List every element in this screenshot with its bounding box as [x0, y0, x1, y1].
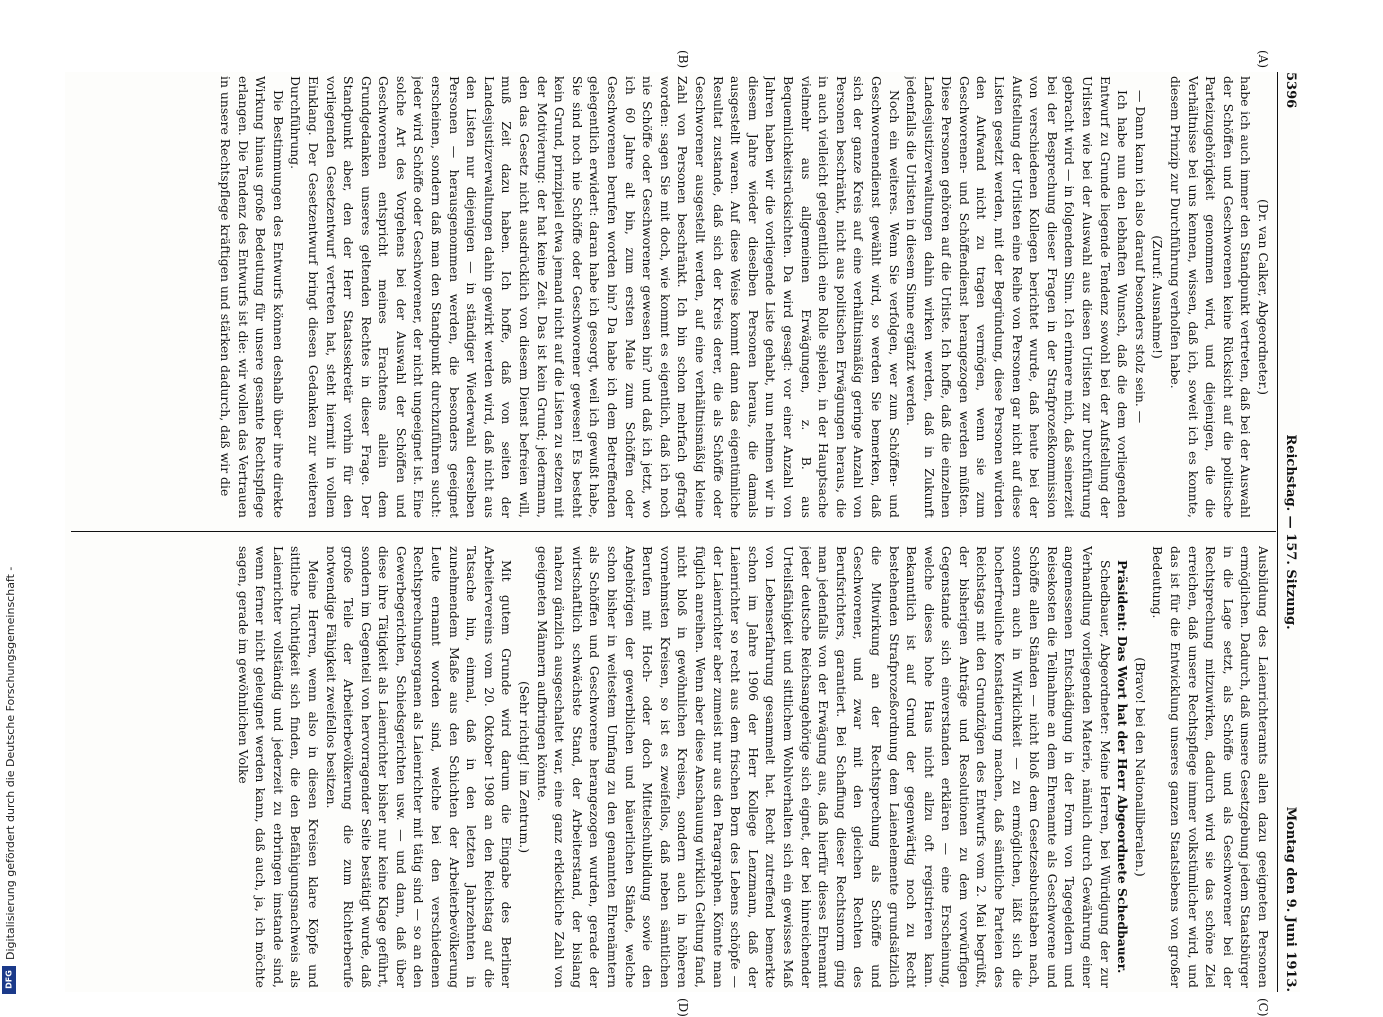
rotated-newspaper-page [65, 50, 1300, 1017]
margin-letter-b: (B) [676, 50, 690, 69]
session-date: Montag den 9. Juni 1913. [1283, 806, 1298, 992]
paragraph: Die Bestimmungen des Entwurfs können deshalb über ihre direkte Wirkung hinaus große Bedeutung für unsere gesamte Rechtspflege erlangen. Die Tendenz des Entwurfs ist die: wir wollen das Vertrauen in unsere Rechtspflege kräftigen und stärken dadurch, daß wir die [217, 76, 286, 518]
interjection: (Sehr richtig! im Zentrum.) [517, 680, 533, 854]
margin-letter-d: (D) [676, 998, 690, 1017]
paragraph: Ich habe nun den lebhaften Wunsch, daß die dem vorliegenden Entwurf zu Grunde liegende Tendenz sowohl bei der Aufstellung der Urlisten wie bei der Auswahl aus diesen Urlisten zur Durchführung gebracht wird — in folgendem Sinn. Ich erinnere mich, daß seinerzeit bei der Besprechung dieser Fragen in der Strafprozeßkommission von verschiedenen Kollegen berichtet wurde, daß heute bei der Aufstellung der Urlisten eine Reihe von Personen gar nicht auf diese Listen gesetzt werden, mit der Begründung, diese Personen würden den Aufwand nicht zu tragen vermögen, wenn sie zum Geschworenen- und Schöffendienst herangezogen werden müßten. Diese Personen gehören auf die Urliste. Ich hoffe, daß die einzelnen Landesjustizverwaltungen dahin wirken werden, daß in Zukunft jedenfalls die Urlisten in diesem Sinne ergänzt werden. [904, 76, 1131, 518]
margin-letter-c: (C) [1256, 998, 1270, 1017]
running-head [1278, 72, 1300, 992]
header-rule [1277, 72, 1278, 992]
president-line: Präsident: Das Wort hat der Herr Abgeordnete Schedbauer. [1115, 560, 1131, 974]
digitization-credit: Digitalisierung gefördert durch die Deutsche Forschungsgemeinschaft - [4, 566, 17, 960]
left-column [72, 76, 1272, 518]
margin-letter-a: (A) [1256, 50, 1270, 69]
dfg-logo-text: DFG [4, 970, 14, 989]
paragraph: Noch ein weiteres. Wenn Sie verfolgen, wer zum Schöffen- und Geschworenendienst gewählt wird, so werden Sie bemerken, daß sich der ganze Kreis auf eine verhältnismäßig geringe Anzahl von Personen beschränkt, nicht aus politischen Erwägungen heraus, die in auch vielleicht gelegentlich eine Rolle spielen, in der Hauptsache vielmehr aus allgemeinen Erwägungen, z. B. aus Bequemlichkeitsrücksichten. Da wird gesagt: vor einer Anzahl von Jahren haben wir die vorliegende Liste gehabt, nun nehmen wir in diesem Jahre wieder dieselben Personen heraus, die damals ausgestellt waren. Auf diese Weise kommt dann das eigentümliche Resultat zustande, daß sich der Kreis derer, die als Schöffe oder Geschworener ausgestellt werden, auf eine verhältnismäßig kleine Zahl von Personen beschränkt. Ich bin schon mehrfach gefragt worden: sagen Sie mit doch, wie kommt es eigentlich, daß ich noch nie Schöffe oder Geschworener gewesen bin? und daß ich jetzt, wo ich 60 Jahre alt bin, zum ersten Male zum Schöffen oder Geschworenen berufen worden bin? Da habe ich dem Betreffenden gelegentlich erwidert: daran habe ich gesorgt, weil ich gewußt habe, Sie sind noch nie Schöffe oder Geschworener gewesen! Es besteht kein Grund, prinzipiell etwa jemand nicht auf die Listen zu setzen mit der Motivierung: der hat keine Zeit. Das ist kein Grund; jedermann, den das Gesetz nicht ausdrücklich von diesem Dienst befreien will, muß Zeit dazu haben. Ich hoffe, daß von seiten der Landesjustizverwaltungen dahin gewirkt werden wird, daß nicht aus den Listen nur diejenigen — in ständiger Wiederwahl derselben Personen — herausgenommen werden, die besonders geeignet erscheinen, sondern daß man den Standpunkt durchzuführen sucht: jeder wird Schöffe oder Geschworener, der nicht ungeeignet ist. Eine solche Art des Vorgehens bei der Auswahl der Schöffen und Geschworenen entspricht meines Erachtens allein dem Grundgedanken unseres geltenden Rechtes in dieser Frage. Der Standpunkt aber, den der Herr Staatssekretär vorhin für den vorliegenden Gesetzentwurf vertreten hat, steht hiermit in vollem Einklang. Der Gesetzentwurf bringt diesen Gedanken zur weiteren Durchführung. [288, 76, 902, 518]
paragraph: Meine Herren, wenn also in diesen Kreisen klare Köpfe und sittliche Tüchtigkeit sich finden, die den Befähigungsnachweis als Laienrichter vollständig und jederzeit zu erbringen imstande sind, wenn ferner nicht geleugnet werden kann, daß auch, ja, ich möchte sagen, gerade im gewöhnlichen Volke [235, 546, 321, 988]
page-title: Reichstag. — 157. Sitzung. [1283, 434, 1298, 630]
paragraph: Ausbildung des Laienrichteramts allen dazu geeigneten Personen ermöglichen. Dadurch, daß unsere Gesetzgebung jedem Staatsbürger in die Lage setzt, als Schöffe und als Geschworener bei der Rechtsprechung mitzuwirken, dadurch wird sie das schöne Ziel erreichen, daß unsere Rechtspflege immer volkstümlicher wird, und das ist für die Entwicklung unseres ganzen Staatslebens von großer Bedeutung. [1150, 546, 1271, 988]
interjection: (Zuruf: Ausnahme!) [1150, 235, 1166, 359]
speaker-label: (Dr. van Calker, Abgeordneter.) [1256, 198, 1271, 396]
column-divider [71, 531, 1276, 532]
right-column [72, 546, 1272, 988]
page-number: 5396 [1283, 72, 1298, 109]
paragraph: — Dann kann ich also darauf besonders stolz sein. — [1132, 90, 1148, 424]
paragraph: Mit gutem Grunde wird darum die Eingabe des Berliner Arbeitervereins vom 20. Oktober 1908 an den Reichstag auf die Tatsache hin, einmal, daß in den letzten Jahrzehnten in zunehmendem Maße aus den Schichten der Arbeiterbevölkerung Leute ernannt worden sind, welche bei den verschiedenen Rechtsprechungsorganen als Laienrichter mit tätig sind — so an den Gewerbegerichten, Schiedsgerichten usw. — und dann, daß über diese ihre Tätigkeit als Laienrichter bisher nur keine Klage geführt, sondern im Gegenteil von hervorragender Seite bestätigt wurde, daß große Teile der Arbeiterbevölkerung die zum Richterberufe notwendige Fähigkeit zweifellos besitzen. [323, 546, 515, 988]
interjection: (Bravo! bei den Nationalliberalen.) [1132, 657, 1148, 877]
dfg-logo [2, 966, 16, 994]
paragraph: Schedbauer, Abgeordneter: Meine Herren, bei Würdigung der zur Verhandlung vorliegenden Materie, nämlich durch Gewährung einer angemessenen Entschädigung in der Form von Tagegeldern und Reisekosten die Teilnahme an dem Ehrenamte als Geschworene und Schöffe allen Ständen — nicht bloß dem Gesetzesbuchstaben nach, sondern auch in Wirklichkeit — zu ermöglichen, läßt sich die hocherfreuliche Konstatierung machen, daß sämtliche Parteien des Reichstags mit den Grundzügen des Entwurfs vom 2. Mai begrüßt, der bisherigen Anträge und Resolutionen zu dem vorwürfigen Gegenstande sich einverstanden erklären — eine Erscheinung, welche dieses hohe Haus nicht allzu oft registrieren kann. Bekanntlich ist auf Grund der gegenwärtig noch zu Recht bestehenden Strafprozeßordnung dem Laienelemente grundsätzlich die Mitwirkung an der Rechtsprechung als Schöffe und Geschworener, und zwar mit den gleichen Rechten des Berufsrichters, garantiert. Bei Schaffung dieser Rechtsnorm ging man jedenfalls von der Erwägung aus, daß hierfür dieses Ehrenamt jeder deutsche Reichsangehörige sich eignet, der bei hinreichender Urteilsfähigkeit und sittlichem Wohlverhalten sich ein gewisses Maß von Lebenserfahrung gesammelt hat. Recht zutreffend bemerkte schon im Jahre 1906 der Herr Kollege Lenzmann, daß der Laienrichter so recht aus dem frischen Born des Lebens schöpfe — der Laienrichter aber zumeist nur aus den Paragraphen. Könnte man füglich anreihen. Wenn aber diese Anschauung wirklich Geltung fand, nicht bloß in gewöhnlichen Kreisen, sondern auch in höheren vornehmsten Kreisen, so ist es zweifellos, daß neben sämtlichen Berufen mit Hoch- oder doch Mittelschulbildung sowie den Angehörigen der gewerblichen und bäuerlichen Stände, welche schon bisher in weitestem Umfang zu den genannten Ehrenämtern als Schöffen und Geschworene herangezogen wurden, gerade der wirtschaftlich schwächste Stand, der Arbeiterstand, der bislang nahezu gänzlich ausgeschaltet war, eine ganz erkleckliche Zahl von geeigneten Männern aufbringen könnte. [534, 546, 1113, 988]
paragraph: habe ich auch immer den Standpunkt vertreten, daß bei der Auswahl der Schöffen und Geschworenen keine Rücksicht auf die politische Parteizugehörigkeit genommen wird, und diejenigen, die die Verhältnisse bei uns kennen, wissen, daß ich, soweit ich es konnte, diesem Prinzip zur Durchführung verholfen habe. [1168, 76, 1254, 518]
